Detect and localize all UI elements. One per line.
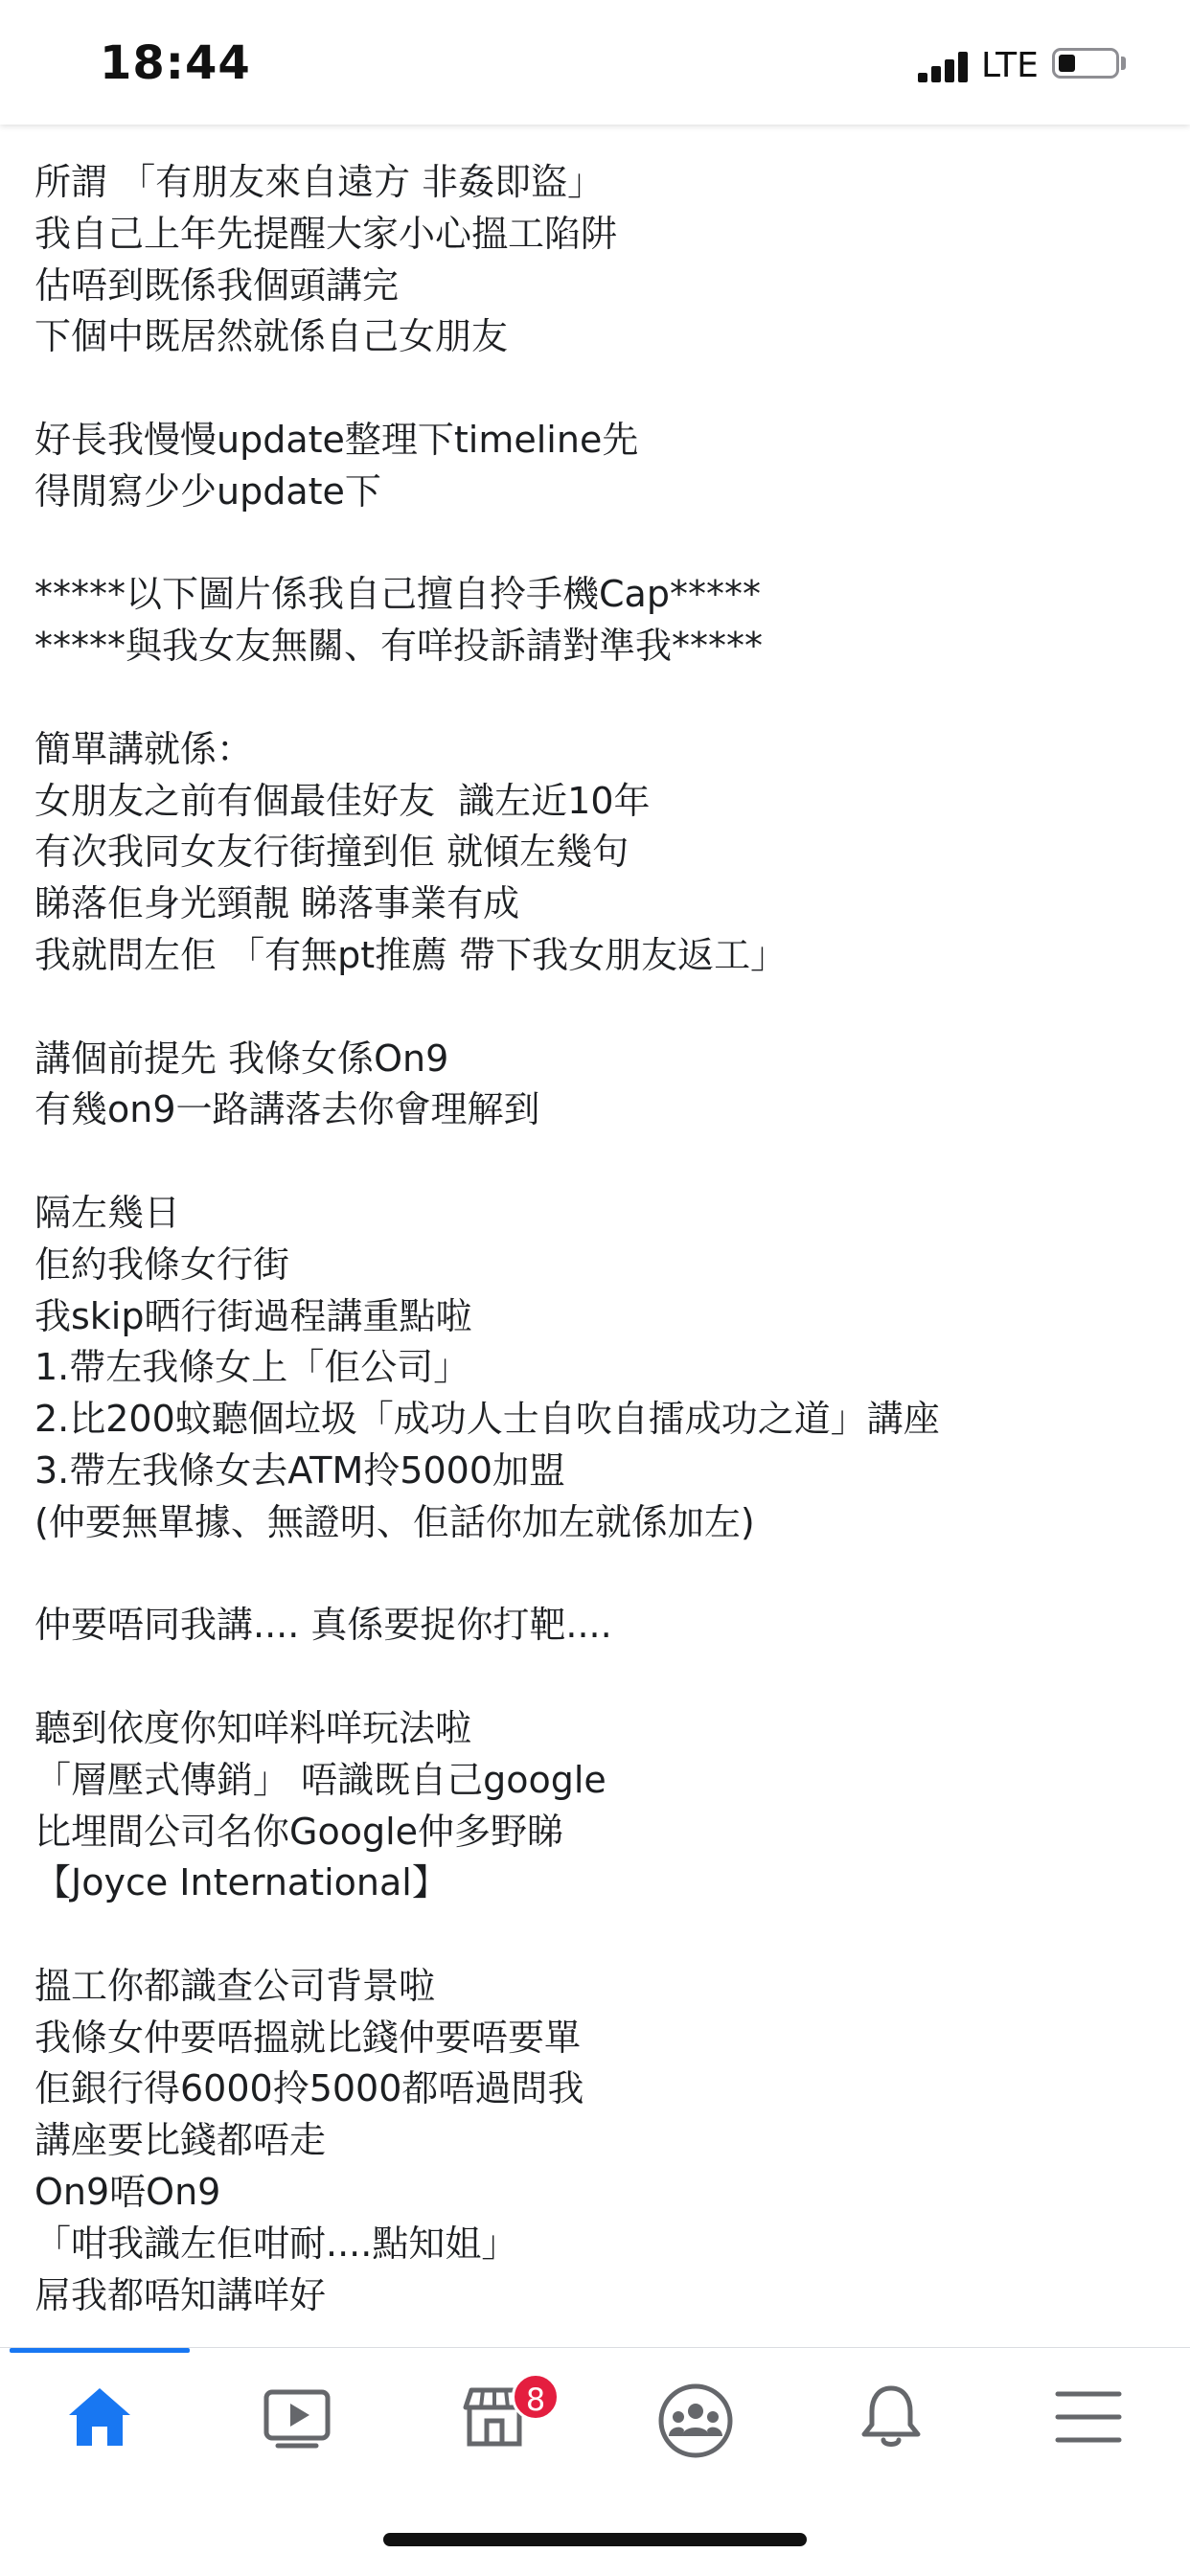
hamburger-menu-icon	[1054, 2382, 1123, 2451]
post-text-line: 講個前提先 我條女係On9	[34, 1037, 449, 1080]
post-text-line: On9唔On9	[34, 2171, 221, 2214]
post-text-line: 我就問左佢 「有無pt推薦 帶下我女朋友返工」	[34, 933, 788, 976]
post-text-line: 有次我同女友行街撞到佢 就傾左幾句	[34, 831, 629, 874]
tab-home[interactable]	[33, 2373, 167, 2469]
post-text-line	[34, 518, 1165, 570]
post-text-line: 「咁我識左佢咁耐....點知姐」	[34, 2222, 518, 2265]
post-text-line: 2.比200蚊聽個垃圾「成功人士自吹自擂成功之道」講座	[34, 1398, 940, 1441]
home-indicator	[383, 2533, 807, 2546]
post-text-line: 隔左幾日	[34, 1191, 181, 1234]
post-text-line: 好長我慢慢update整理下timeline先	[34, 418, 639, 461]
status-bar	[0, 0, 1190, 125]
post-text-line: 仲要唔同我講.... 真係要捉你打靶....	[34, 1604, 612, 1647]
tab-notifications[interactable]	[824, 2373, 958, 2469]
post-text-line: 佢銀行得6000拎5000都唔過問我	[34, 2067, 584, 2110]
groups-icon	[657, 2382, 734, 2459]
post-text-line: 屌我都唔知講咩好	[34, 2273, 327, 2316]
post-text-line: 「層壓式傳銷」 唔識既自己google	[34, 1758, 606, 1801]
post-text-line: 我自己上年先提醒大家小心搵工陷阱	[34, 212, 618, 255]
post-text-line: 有幾on9一路講落去你會理解到	[34, 1088, 540, 1131]
post-text-line: 1.帶左我條女上「佢公司」	[34, 1346, 470, 1389]
post-text-line: 聽到依度你知咩料咩玩法啦	[34, 1706, 472, 1749]
post-text-line: 我skip晒行街過程講重點啦	[34, 1294, 472, 1337]
post-text-line	[34, 982, 1165, 1034]
post-text-line: 搵工你都識查公司背景啦	[34, 1964, 436, 2007]
post-text-line: *****以下圖片係我自己擅自拎手機Cap*****	[34, 573, 761, 616]
post-text-line: 得閒寫少少update下	[34, 469, 381, 513]
post-text-line: 睇落佢身光頸靚 睇落事業有成	[34, 882, 520, 925]
post-text-line: 下個中既居然就係自己女朋友	[34, 315, 509, 358]
post-text-line: (仲要無單據、無證明、佢話你加左就係加左)	[34, 1500, 755, 1543]
post-text-line: 估唔到既係我個頭講完	[34, 263, 400, 307]
post-text-line	[34, 1136, 1165, 1188]
post-text-line: 【Joyce International】	[34, 1861, 448, 1904]
post-text-line: 簡單講就係：	[34, 727, 254, 770]
cellular-signal-icon	[918, 52, 972, 82]
video-play-icon	[263, 2382, 332, 2451]
post-text-line: 比埋間公司名你Google仲多野睇	[34, 1810, 564, 1853]
tab-menu[interactable]	[1021, 2373, 1156, 2469]
post-text-line: 佢約我條女行街	[34, 1242, 290, 1286]
post-text-line	[34, 363, 1165, 415]
post-text-line: 我條女仲要唔搵就比錢仲要唔要單	[34, 2016, 582, 2059]
tab-watch[interactable]	[230, 2373, 364, 2469]
post-text-line: 女朋友之前有個最佳好友 識左近10年	[34, 779, 651, 822]
post-text-line: 所謂 「有朋友來自遠方 非姦即盜」	[34, 161, 605, 203]
status-time: 18:44	[100, 36, 251, 90]
post-text-line	[34, 672, 1165, 724]
post-text-line	[34, 1909, 1165, 1961]
battery-icon	[1052, 48, 1119, 79]
post-text-line: *****與我女友無關、有咩投訴請對準我*****	[34, 625, 764, 668]
post-text-line: 講座要比錢都唔走	[34, 2119, 327, 2162]
post-body	[34, 157, 1165, 2321]
post-text-line	[34, 1549, 1165, 1601]
post-text-line: 3.帶左我條女去ATM拎5000加盟	[34, 1448, 566, 1492]
marketplace-badge: 8	[512, 2373, 560, 2421]
battery-level	[1059, 55, 1075, 72]
bell-icon	[857, 2382, 926, 2451]
post-text-line	[34, 1652, 1165, 1703]
battery-tip	[1121, 57, 1126, 70]
home-icon	[65, 2382, 134, 2451]
tab-groups[interactable]	[625, 2373, 759, 2469]
active-tab-indicator	[10, 2348, 190, 2353]
carrier-label: LTE	[981, 46, 1039, 85]
tab-marketplace[interactable]	[427, 2373, 561, 2469]
